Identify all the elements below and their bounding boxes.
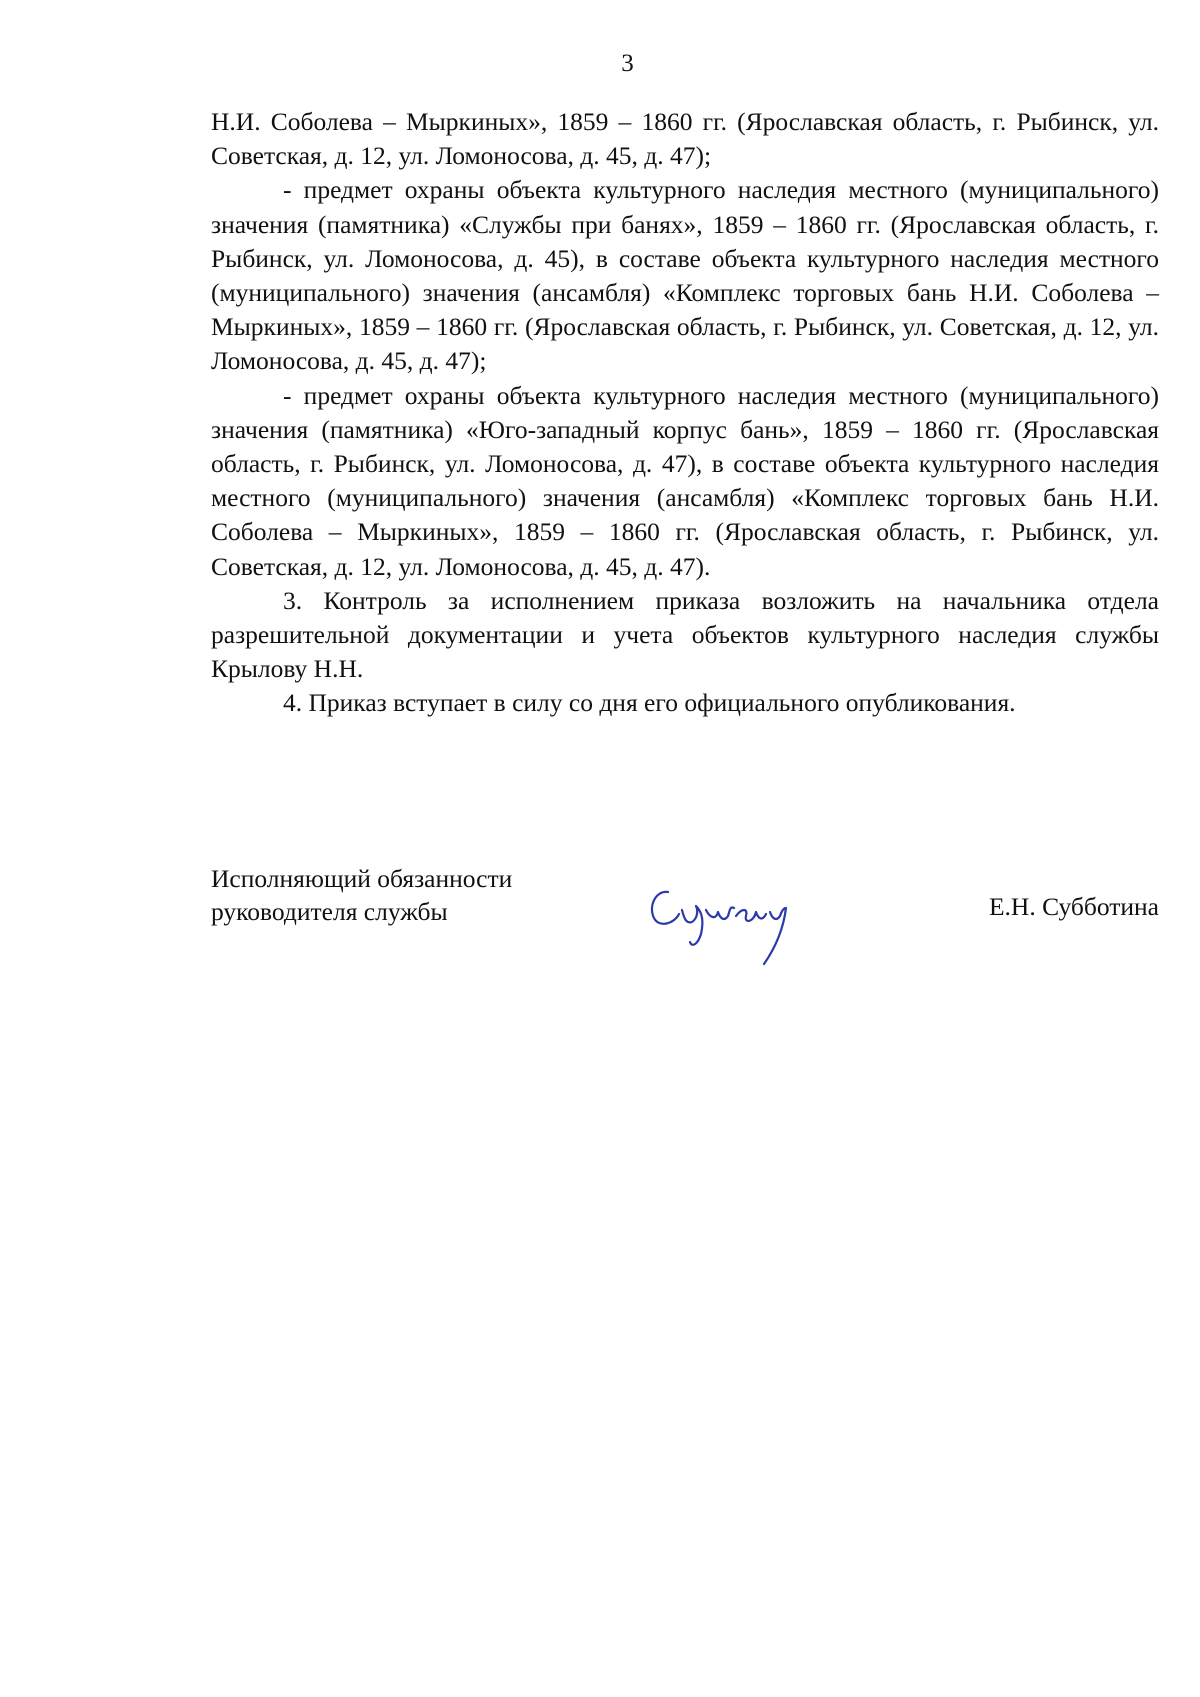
paragraph-item-4-effective: 4. Приказ вступает в силу со дня его официального опубликования.: [283, 688, 1016, 718]
signatory-position: [211, 862, 591, 928]
paragraph-item-3-control: 3. Контроль за исполнением приказа возложить на начальника отдела разрешительной документации и учета объектов культурного наследия службы Крылову Н.Н.: [211, 585, 1159, 684]
signature-stroke: [652, 892, 786, 964]
document-body: [211, 105, 1159, 721]
signatory-position-line-1: Исполняющий обязанности: [211, 864, 513, 893]
signatory-name: Е.Н. Субботина: [988, 892, 1159, 921]
handwritten-signature: [646, 872, 816, 972]
page-number: 3: [621, 50, 634, 77]
paragraph-services-at-baths: - предмет охраны объекта культурного наследия местного (муниципального) значения (памятника) «Службы при банях», 1859 – 1860 гг. (Ярославская область, г. Рыбинск, ул. Ломоносова, д. 45), в составе объекта культурного наследия местного (муниципального) значения (ансамбля) «Комплекс торговых бань Н.И. Соболева – Мыркиных», 1859 – 1860 гг. (Ярославская область, г. Рыбинск, ул. Советская, д. 12, ул. Ломоносова, д. 45, д. 47);: [211, 175, 1159, 376]
signature-block: [211, 862, 1159, 972]
paragraph-continuation: Н.И. Соболева – Мыркиных», 1859 – 1860 гг. (Ярославская область, г. Рыбинск, ул. Советская, д. 12, ул. Ломоносова, д. 45, д. 47);: [211, 107, 1159, 171]
signatory-position-line-2: руководителя службы: [211, 897, 448, 926]
paragraph-southwest-building: - предмет охраны объекта культурного наследия местного (муниципального) значения (памятника) «Юго-западный корпус бань», 1859 – 1860 гг. (Ярославская область, г. Рыбинск, ул. Ломоносова, д. 47), в составе объекта культурного наследия местного (муниципального) значения (ансамбля) «Комплекс торговых бань Н.И. Соболева – Мыркиных», 1859 – 1860 гг. (Ярославская область, г. Рыбинск, ул. Советская, д. 12, ул. Ломоносова, д. 45, д. 47).: [211, 380, 1159, 581]
